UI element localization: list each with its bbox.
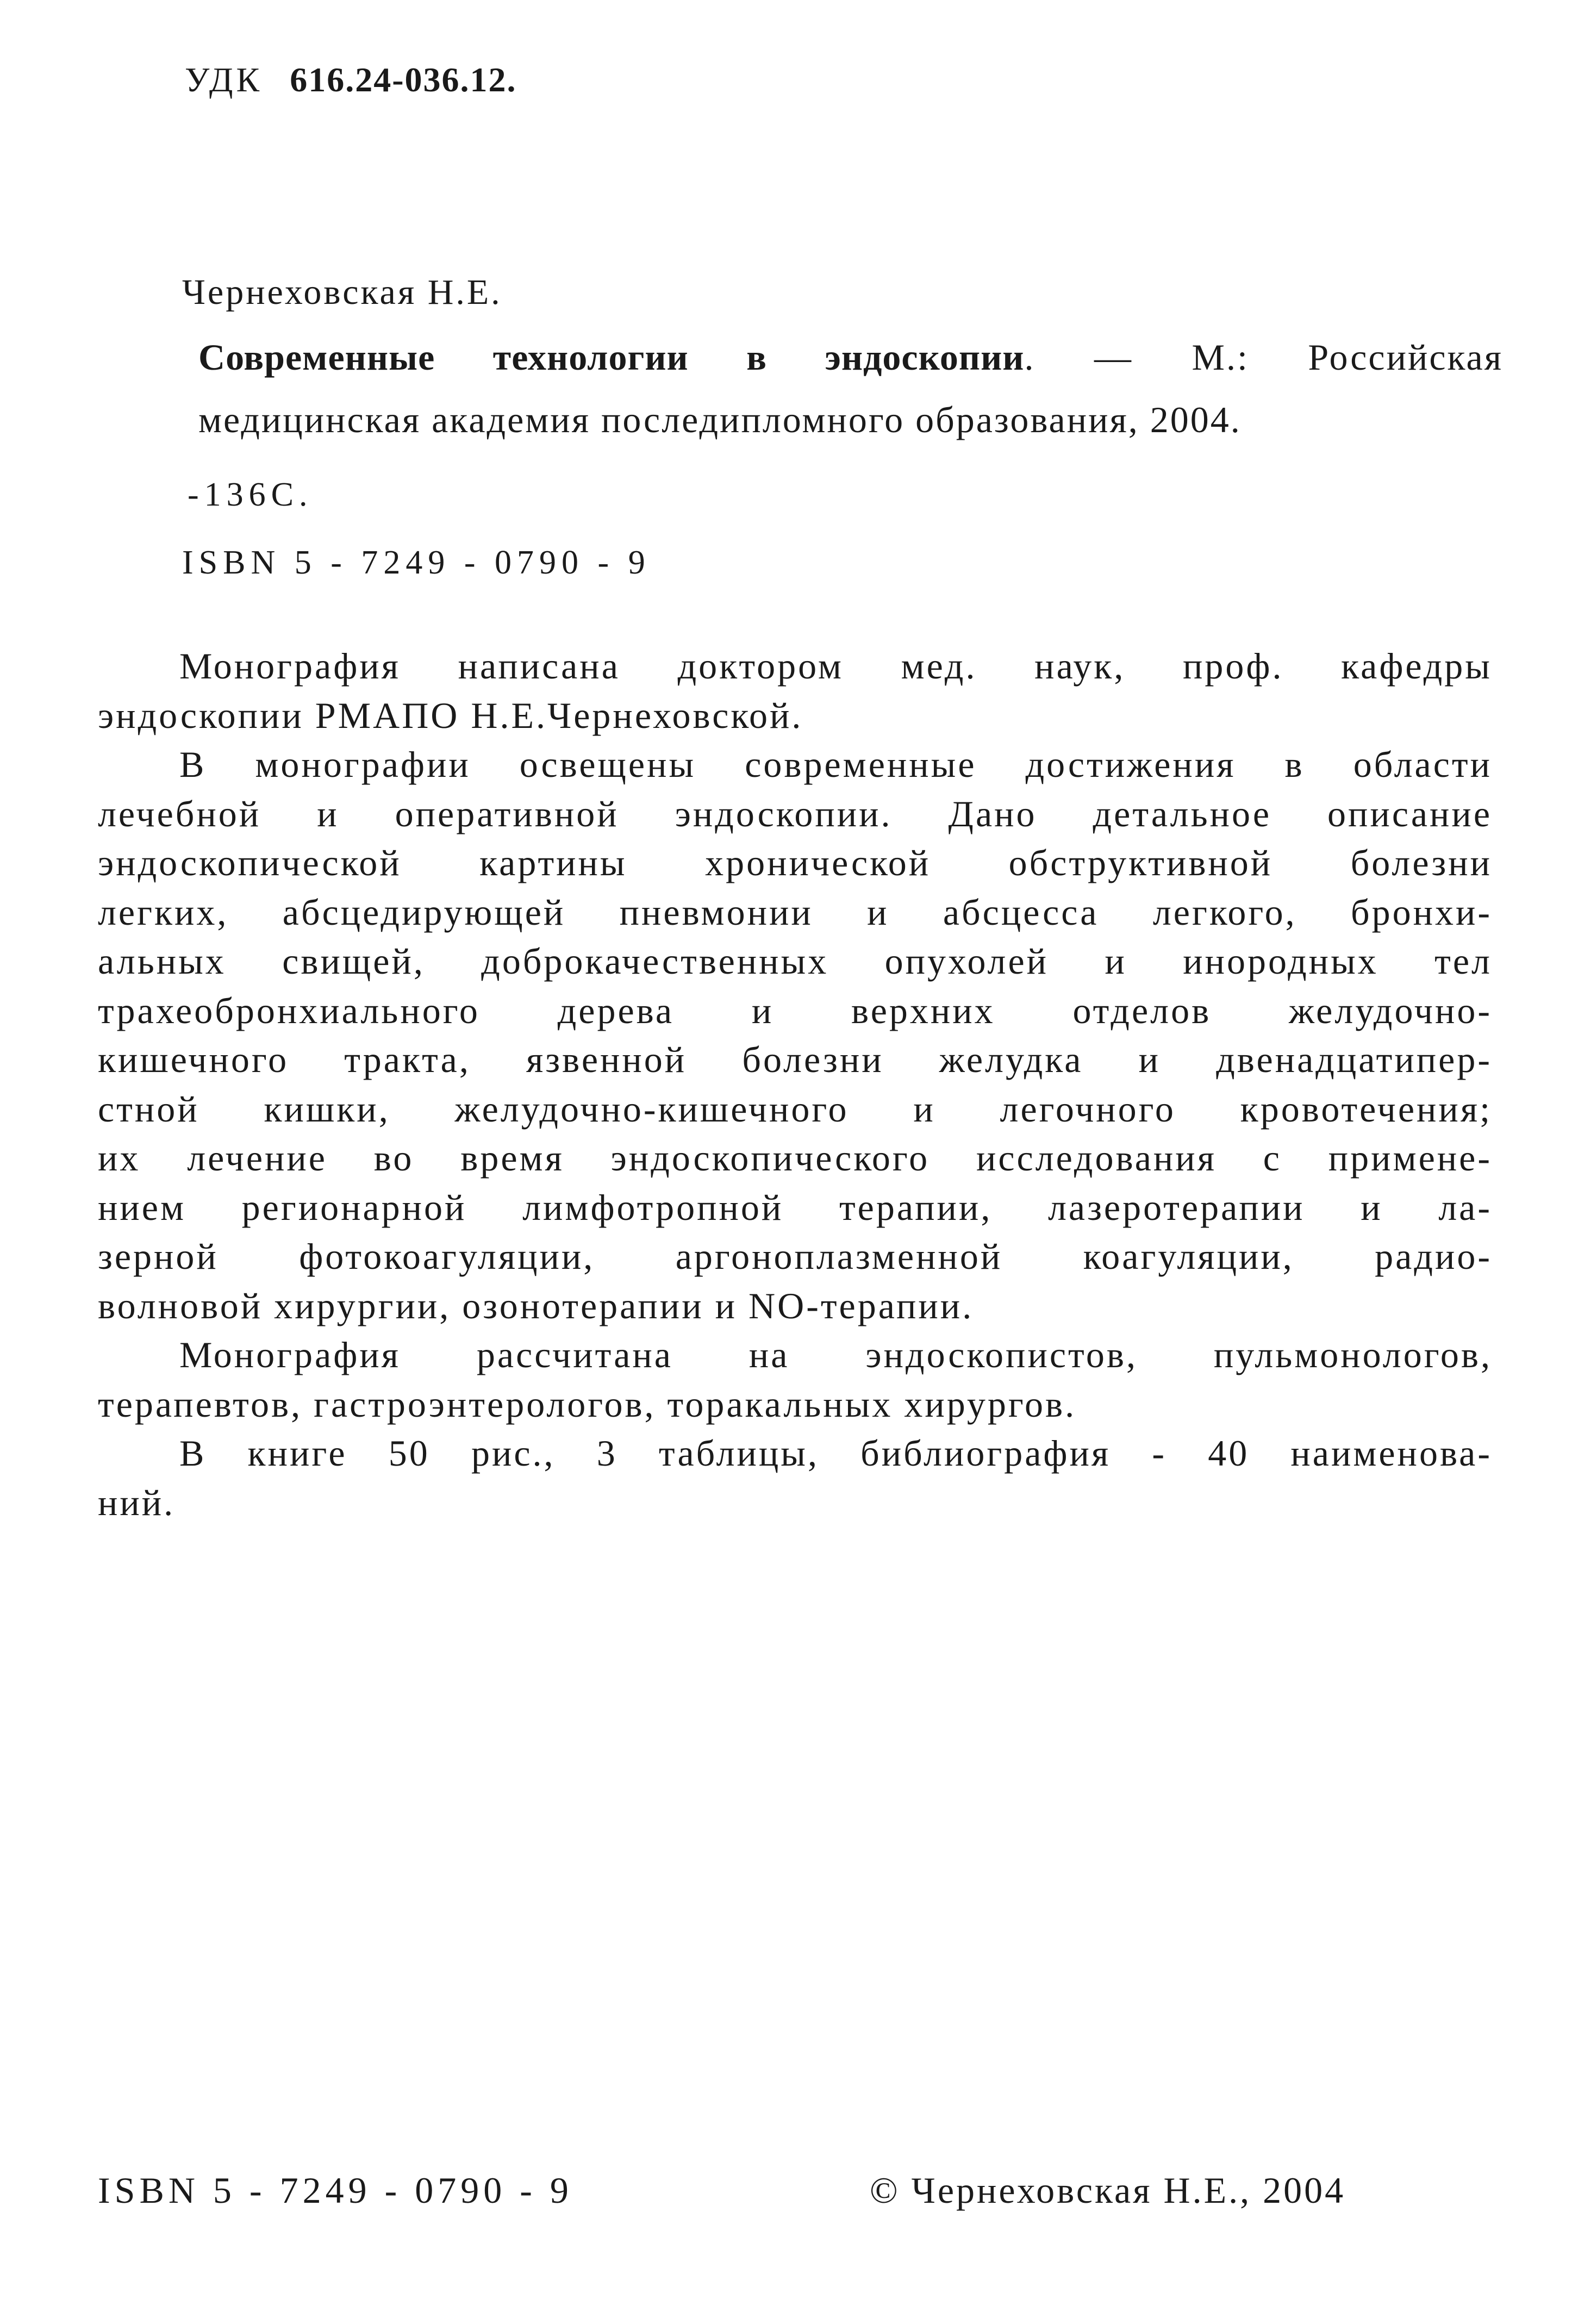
abstract-line: волновой хирургии, озонотерапии и NO-терапии. — [98, 1285, 974, 1326]
abstract-line: зерной фотокоагуляции, аргоноплазменной коагуляции, радио- — [98, 1236, 1492, 1277]
udk-code: 616.24-036.12. — [290, 60, 517, 99]
abstract-line: трахеобронхиального дерева и верхних отделов желудочно- — [98, 989, 1492, 1031]
abstract-line: ний. — [98, 1481, 176, 1523]
abstract-line: кишечного тракта, язвенной болезни желудка и двенадцатипер- — [98, 1039, 1492, 1080]
abstract-paragraph-3 — [98, 1330, 1492, 1429]
book-title: Современные технологии в эндоскопии — [198, 337, 1025, 378]
udk-line — [185, 60, 517, 100]
abstract-line: В книге 50 рис., 3 таблицы, библиография - 40 наименова- — [179, 1432, 1492, 1474]
abstract-line: эндоскопической картины хронической обструктивной болезни — [98, 842, 1492, 883]
page-count: -136С. — [188, 476, 313, 513]
abstract-line: нием регионарной лимфотропной терапии, лазеротерапии и ла- — [98, 1186, 1492, 1228]
footer-isbn: ISBN 5 - 7249 - 0790 - 9 — [98, 2170, 573, 2211]
abstract-line: легких, абсцедирующей пневмонии и абсцесса легкого, бронхи- — [98, 891, 1492, 933]
isbn-top: ISBN 5 - 7249 - 0790 - 9 — [182, 544, 651, 581]
bibliographic-title — [198, 326, 1503, 451]
title-line-2: медицинская академия последипломного образования, 2004. — [198, 399, 1242, 440]
title-publisher: . — М.: Российская — [1024, 337, 1504, 378]
abstract-line: Монография рассчитана на эндоскопистов, пульмонологов, — [179, 1334, 1492, 1375]
title-line-1 — [198, 326, 1503, 389]
abstract-paragraph-4 — [98, 1429, 1492, 1527]
abstract-line: лечебной и оперативной эндоскопии. Дано детальное описание — [98, 793, 1492, 834]
udk-label: УДК — [185, 60, 263, 99]
abstract — [98, 641, 1492, 1527]
abstract-line: В монографии освещены современные достижения в области — [179, 744, 1492, 785]
abstract-line: терапевтов, гастроэнтерологов, торакальных хирургов. — [98, 1383, 1077, 1425]
abstract-paragraph-2 — [98, 740, 1492, 1330]
abstract-line: стной кишки, желудочно-кишечного и легочного кровотечения; — [98, 1088, 1492, 1130]
abstract-line: альных свищей, доброкачественных опухолей и инородных тел — [98, 940, 1492, 982]
copyright-notice: © Чернеховская Н.Е., 2004 — [870, 2170, 1346, 2211]
abstract-line: эндоскопии РМАПО Н.Е.Чернеховской. — [98, 694, 803, 736]
abstract-line: их лечение во время эндоскопического исследования с примене- — [98, 1137, 1492, 1179]
abstract-paragraph-1 — [98, 641, 1492, 740]
abstract-line: Монография написана доктором мед. наук, проф. кафедры — [179, 645, 1492, 687]
author-name: Чернеховская Н.Е. — [182, 272, 502, 312]
